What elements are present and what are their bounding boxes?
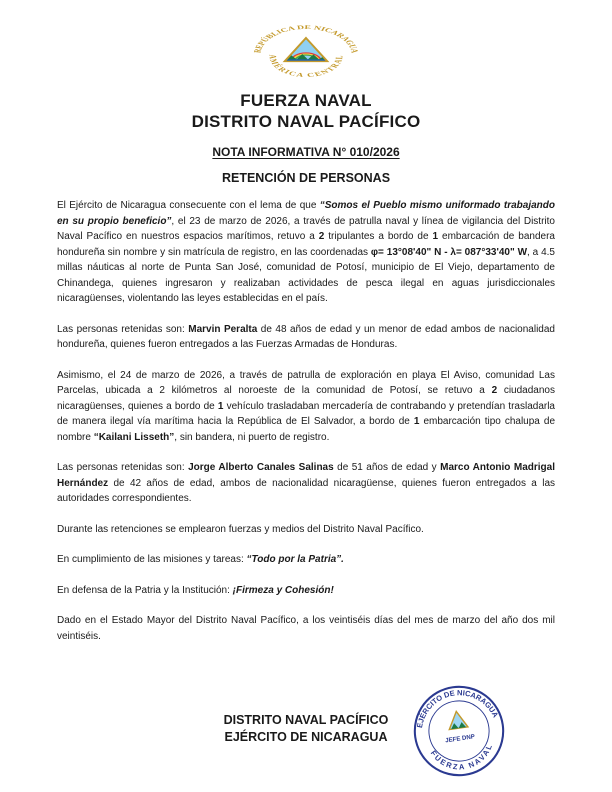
document-body	[57, 198, 555, 644]
seal-center-text: JEFE DNP	[444, 733, 476, 745]
national-emblem	[250, 22, 362, 86]
org-title-line1: FUERZA NAVAL	[240, 91, 372, 110]
paragraph-8: Dado en el Estado Mayor del Distrito Naval Pacífico, a los veintiséis días del mes de marzo del año dos mil veintiséis.	[57, 615, 555, 642]
emblem-arc-bottom-text: AMÉRICA CENTRAL	[266, 54, 345, 79]
paragraph-1: El Ejército de Nicaragua consecuente con el lema de que “Somos el Pueblo mismo uniformado trabajando en su propio beneficio”, el 23 de marzo de 2026, a través de patrulla naval y línea de vigilancia del Distrito Naval Pacífico en nuestros espacios marítimos, retuvo a 2 tripulantes a bordo de 1 embarcación de bandera hondureña sin nombre y sin matrícula de registro, en las coordenadas φ= 13°08'40" N - λ= 087°33'40" W, a 4.5 millas náuticas al norte de Punta San José, comunidad de Potosí, municipio de El Viejo, departamento de Chinandega, quienes ingresaron y realizaban actividades de pesca ilegal en aguas jurisdiccionales nicaragüenses, violentando las leyes establecidas en el país.	[57, 200, 555, 304]
org-title-line2: DISTRITO NAVAL PACÍFICO	[191, 112, 421, 131]
closing-line1: DISTRITO NAVAL PACÍFICO	[223, 713, 389, 727]
national-emblem-graphic	[250, 22, 362, 86]
document-subject: RETENCIÓN DE PERSONAS	[221, 171, 391, 185]
paragraph-4: Las personas retenidas son: Jorge Alberto Canales Salinas de 51 años de edad y Marco Antonio Madrigal Hernández de 42 años de edad, ambos de nacionalidad nicaragüense, quienes fueron entregados a las autoridades correspondientes.	[57, 462, 555, 504]
official-seal	[406, 678, 512, 784]
emblem-arc-top-text: REPÚBLICA DE NICARAGUA	[251, 23, 361, 54]
paragraph-6: En cumplimiento de las misiones y tareas: “Todo por la Patria”.	[57, 554, 344, 565]
note-title-wrap	[57, 143, 555, 161]
seal-arc-top-text: EJÉRCITO DE NICARAGUA	[414, 688, 501, 729]
paragraph-3: Asimismo, el 24 de marzo de 2026, a través de patrulla de exploración en playa El Aviso, comunidad Las Parcelas, ubicada a 2 kilómetros al noroeste de la comunidad de Potosí, se retuvo a 2 ciudadanos nicaragüenses, quienes a bordo de 1 vehículo trasladaban mercadería de contrabando y pretendían trasladarla de manera ilegal vía marítima hacia la República de El Salvador, a bordo de 1 embarcación tipo chalupa de nombre “Kailani Lisseth”, sin bandera, ni puerto de registro.	[57, 369, 556, 443]
paragraph-7: En defensa de la Patria y la Institución: ¡Firmeza y Cohesión!	[57, 584, 334, 596]
closing-line2: EJÉRCITO DE NICARAGUA	[224, 730, 388, 744]
note-title: NOTA INFORMATIVA N° 010/2026	[212, 145, 400, 159]
paragraph-5: Durante las retenciones se emplearon fuerzas y medios del Distrito Naval Pacífico.	[57, 523, 424, 535]
paragraph-2: Las personas retenidas son: Marvin Peralta de 48 años de edad y un menor de edad ambos de nacionalidad hondureña, quienes fueron entregados a las Fuerzas Armadas de Honduras.	[57, 323, 555, 350]
seal-arc-bottom-text: FUERZA NAVAL	[428, 741, 495, 772]
official-seal-graphic	[406, 678, 512, 784]
